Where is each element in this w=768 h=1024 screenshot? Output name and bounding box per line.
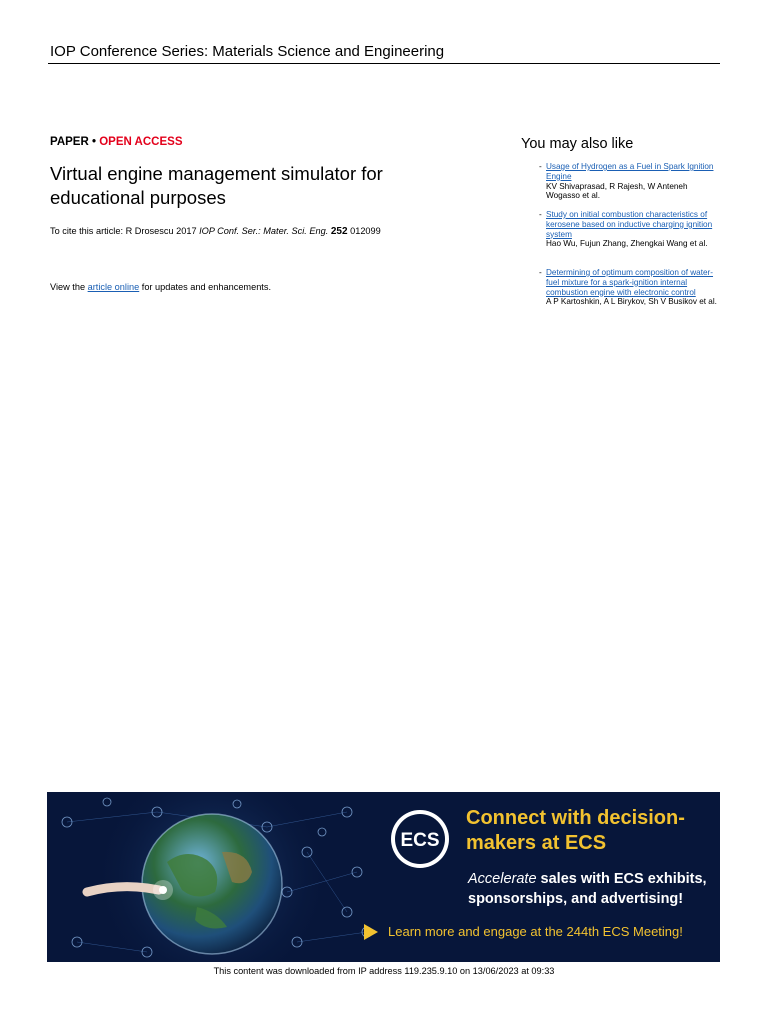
view-suffix: for updates and enhancements. xyxy=(139,282,271,292)
citation-line xyxy=(50,226,381,237)
download-footer: This content was downloaded from IP address 119.235.9.10 on 13/06/2023 at 09:33 xyxy=(213,966,555,976)
ecs-advertisement-banner[interactable] xyxy=(47,792,720,962)
citation-volume: 252 xyxy=(330,226,348,237)
related-item xyxy=(539,162,719,201)
banner-sub-emphasis: Accelerate xyxy=(468,871,537,887)
banner-cta-text: Learn more and engage at the 244th ECS Meeting! xyxy=(388,924,683,939)
citation-prefix: To cite this article: R Drosescu 2017 xyxy=(50,226,200,236)
related-item-link[interactable]: Usage of Hydrogen as a Fuel in Spark Ignition Engine xyxy=(546,162,714,181)
related-item xyxy=(539,210,719,249)
play-arrow-icon xyxy=(364,924,378,940)
banner-subtext xyxy=(468,869,718,909)
related-item-authors: A P Kartoshkin, A L Birykov, Sh V Busikov et al. xyxy=(546,297,717,307)
citation-journal: IOP Conf. Ser.: Mater. Sci. Eng. xyxy=(199,226,329,236)
paper-type-line xyxy=(50,136,183,148)
list-dash: - xyxy=(539,162,542,171)
related-item-authors: KV Shivaprasad, R Rajesh, W Anteneh Wogasso et al. xyxy=(546,181,688,201)
ecs-logo-text: ECS xyxy=(400,830,440,851)
banner-sub-rest: sales with ECS exhibits, sponsorships, and advertising! xyxy=(468,871,707,907)
related-articles-heading: You may also like xyxy=(521,136,634,152)
related-item-link[interactable]: Determining of optimum composition of water-fuel mixture for a spark-ignition internal combustion engine with electronic control xyxy=(546,268,714,297)
article-online-link[interactable]: article online xyxy=(87,282,140,292)
related-item xyxy=(539,268,719,307)
banner-headline: Connect with decision-makers at ECS xyxy=(466,807,685,854)
banner-cta-link[interactable] xyxy=(364,924,704,941)
citation-article-number: 012099 xyxy=(347,226,381,236)
view-prefix: View the xyxy=(50,282,88,292)
related-item-link[interactable]: Study on initial combustion characteristics of kerosene based on inductive charging ignition system xyxy=(546,210,713,239)
article-title: Virtual engine management simulator for educational purposes xyxy=(50,163,383,208)
ecs-logo xyxy=(388,807,452,871)
paper-type-label: PAPER xyxy=(50,136,89,148)
open-access-badge: OPEN ACCESS xyxy=(99,136,183,148)
list-dash: - xyxy=(539,210,542,219)
related-item-authors: Hao Wu, Fujun Zhang, Zhengkai Wang et al. xyxy=(546,239,708,249)
journal-header: IOP Conference Series: Materials Science and Engineering xyxy=(50,43,445,60)
header-divider xyxy=(48,63,720,64)
list-dash: - xyxy=(539,268,542,277)
separator: • xyxy=(88,136,100,148)
globe-network-illustration xyxy=(47,792,387,962)
view-online-line xyxy=(50,282,271,292)
